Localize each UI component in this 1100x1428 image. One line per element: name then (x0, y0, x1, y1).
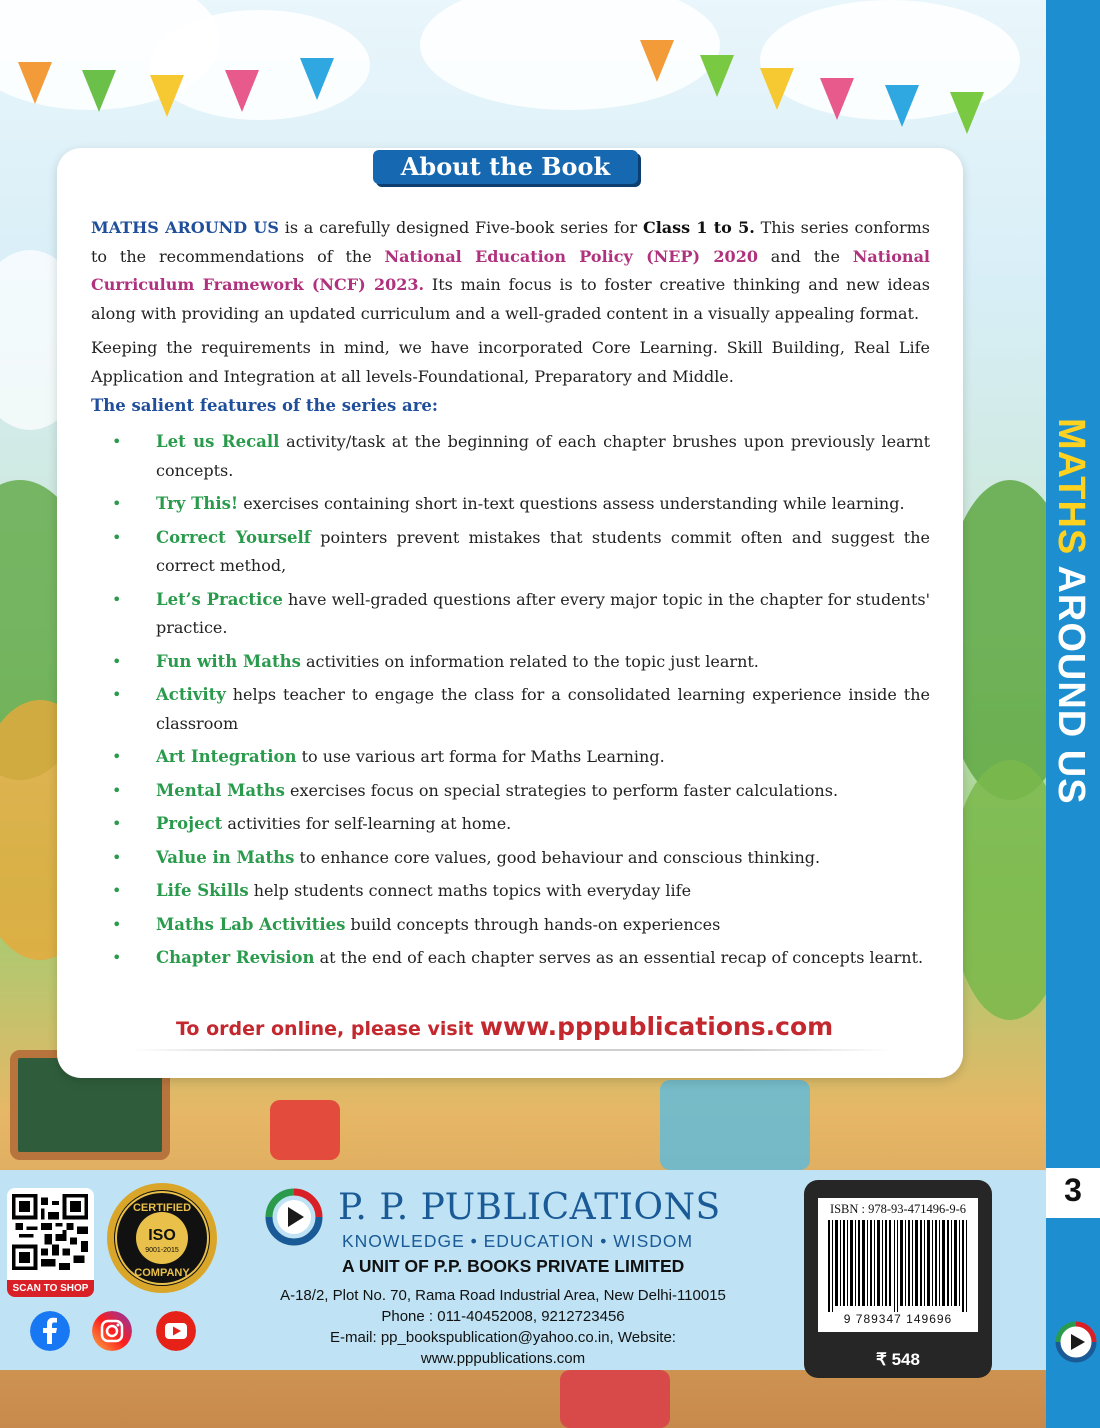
svg-text:COMPANY: COMPANY (134, 1267, 190, 1279)
iso-certified-badge-icon (104, 1180, 220, 1296)
feature-item (112, 428, 930, 485)
about-heading: About the Book (400, 152, 611, 181)
feature-text: activities on information related to the topic just learnt. (300, 651, 759, 671)
feature-item (112, 911, 930, 940)
feature-name: Chapter Revision (156, 948, 315, 967)
feature-item (112, 743, 930, 772)
order-online (176, 1012, 833, 1041)
feature-name: Mental Maths (156, 780, 285, 800)
features-heading: The salient features of the series are: (91, 396, 438, 415)
feature-text: helps teacher to engage the class for a consolidated learning experience inside the classroom (156, 685, 930, 733)
feature-text: pointers prevent mistakes that students commit often and suggest the correct method, (156, 527, 930, 575)
feature-text: have well-graded questions after every major topic in the chapter for students' practice. (156, 589, 930, 637)
intro-text-part: is a carefully designed Five-book series for (278, 218, 643, 237)
spine-title-highlight: MATHS (1050, 418, 1092, 556)
spine-title-rest: AROUND US (1050, 555, 1092, 805)
feature-item (112, 777, 930, 806)
feature-name: Value in Maths (156, 847, 295, 867)
feature-item (112, 490, 930, 519)
feature-item (112, 810, 930, 839)
bullet: • (112, 651, 122, 671)
intro-text-part: and the (757, 246, 853, 266)
feature-text: help students connect maths topics with everyday life (248, 881, 692, 900)
feature-name: Let’s Practice (156, 589, 283, 609)
features-list (112, 428, 930, 978)
feature-name: Project (156, 814, 223, 833)
facebook-icon[interactable] (30, 1311, 70, 1351)
publisher-tagline: KNOWLEDGE • EDUCATION • WISDOM (342, 1231, 694, 1251)
feature-name: Try This! (156, 494, 239, 513)
instagram-icon[interactable] (92, 1311, 132, 1351)
nep-reference: National Education Policy (NEP) 2020 (384, 246, 758, 266)
feature-name: Correct Yourself (156, 527, 311, 547)
feature-text: activities for self-learning at home. (222, 814, 512, 833)
barcode-icon (826, 1220, 970, 1312)
feature-item (112, 586, 930, 643)
bullet: • (112, 494, 122, 513)
bullet: • (112, 432, 122, 451)
isbn-number: ISBN : 978-93-471496-9-6 (829, 1202, 967, 1216)
intro-text-part: This series conforms to the recommendations of the (91, 218, 931, 266)
bullet: • (112, 780, 122, 800)
bullet: • (112, 814, 122, 833)
feature-item (112, 944, 930, 973)
intro-paragraph-1 (91, 214, 930, 328)
order-url-link[interactable]: www.pppublications.com (479, 1012, 834, 1041)
feature-item (112, 681, 930, 738)
feature-item (112, 844, 930, 873)
publisher-logo-icon (1054, 1320, 1098, 1364)
phone-line: Phone : 011-40452008, 9212723456 (381, 1308, 625, 1325)
class-range: Class 1 to 5. (642, 218, 755, 237)
series-name: MATHS AROUND US (91, 218, 279, 237)
address-line: A-18/2, Plot No. 70, Rama Road Industrial Area, New Delhi-110015 (280, 1287, 726, 1304)
bullet: • (112, 589, 122, 609)
feature-name: Art Integration (156, 747, 297, 766)
bullet: • (112, 948, 122, 967)
bullet: • (112, 527, 122, 547)
feature-text: exercises containing short in-text questions assess understanding while learning. (238, 494, 905, 513)
svg-text:CERTIFIED: CERTIFIED (132, 1202, 192, 1214)
bullet: • (112, 685, 122, 704)
bullet: • (112, 847, 122, 867)
svg-text:9001-2015: 9001-2015 (145, 1247, 179, 1254)
publisher-contact (246, 1285, 760, 1369)
feature-text: at the end of each chapter serves as an essential recap of concepts learnt. (314, 948, 924, 967)
bullet: • (112, 914, 122, 934)
book-number: 3 (1064, 1172, 1082, 1208)
intro-text-part: Its main focus is to foster creative thinking and new ideas along with providing an updated curriculum and a well-graded content in a visually appealing format. (91, 275, 931, 323)
qr-code-icon[interactable] (12, 1194, 88, 1270)
email-website-line: E-mail: pp_bookspublication@yahoo.co.in, Website: www.pppublications.com (330, 1329, 676, 1367)
feature-text: activity/task at the beginning of each chapter brushes upon previously learnt concepts. (156, 432, 931, 480)
svg-text:ISO: ISO (148, 1227, 176, 1244)
feature-text: build concepts through hands-on experiences (345, 914, 721, 934)
book-price: ₹ 548 (876, 1350, 920, 1369)
feature-name: Life Skills (156, 881, 249, 900)
order-prefix: To order online, please visit (176, 1018, 480, 1040)
divider (130, 1049, 890, 1051)
feature-name: Maths Lab Activities (156, 914, 346, 934)
publisher-unit: A UNIT OF P.P. BOOKS PRIVATE LIMITED (342, 1256, 685, 1276)
feature-text: to use various art forma for Maths Learning. (296, 747, 665, 766)
intro-paragraph-2: Keeping the requirements in mind, we have incorporated Core Learning. Skill Building, Real Life Application and Integration at all levels-Foundational, Preparatory and Middle. (91, 338, 930, 386)
feature-name: Fun with Maths (156, 651, 301, 671)
ncf-reference: National Curriculum Framework (NCF) 2023. (91, 246, 931, 294)
feature-item (112, 877, 930, 906)
bullet: • (112, 747, 122, 766)
feature-text: to enhance core values, good behaviour and conscious thinking. (294, 847, 821, 867)
feature-name: Let us Recall (156, 432, 280, 451)
publisher-logo-icon (263, 1186, 325, 1248)
bullet: • (112, 881, 122, 900)
feature-item (112, 524, 930, 581)
feature-name: Activity (156, 685, 226, 704)
youtube-icon[interactable] (156, 1311, 196, 1351)
scan-to-shop-label: SCAN TO SHOP (7, 1280, 94, 1297)
feature-item (112, 648, 930, 677)
spine-title (1050, 418, 1092, 918)
publisher-name: P. P. PUBLICATIONS (338, 1187, 721, 1228)
intro-text (91, 214, 930, 397)
feature-text: exercises focus on special strategies to perform faster calculations. (284, 780, 839, 800)
barcode-digits: 9 789347 149696 (843, 1312, 953, 1326)
